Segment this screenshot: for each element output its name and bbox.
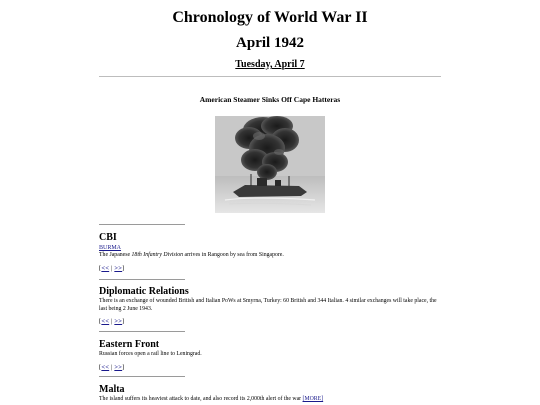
day-title: Tuesday, April 7 [235,59,305,70]
section-text: Russian forces open a rail line to Leningrad. [99,351,202,357]
nav-bracket: ] [122,264,125,272]
next-link[interactable]: >> [114,363,123,371]
nav-bracket: [ [99,264,102,272]
next-link[interactable]: >> [114,318,123,326]
nav-bracket: ] [122,318,125,326]
section-nav [99,317,444,326]
nav-bracket: [ [99,363,102,371]
text-part: The Japanese [99,252,132,258]
prev-link[interactable]: << [101,318,110,326]
section-subheading-link[interactable]: BURMA [99,245,122,251]
section-heading: CBI [99,232,117,243]
unit-name: 18th Infantry Division [131,252,184,258]
prev-link[interactable]: << [101,264,110,272]
more-link[interactable]: [MORE] [302,396,324,402]
nav-bracket: [ [99,318,102,326]
feature-photo [215,116,325,213]
section-divider [99,376,185,377]
feature-headline: American Steamer Sinks Off Cape Hatteras [199,95,341,104]
section-heading: Diplomatic Relations [99,286,189,297]
section-text [99,252,444,260]
top-divider [99,76,441,77]
text-part: The island suffers its heaviest attack to date, and also record its 2,000th alert of the war [99,396,303,402]
section-eastern-front [99,339,444,372]
nav-bracket: ] [122,363,125,371]
nav-separator: | [109,363,115,371]
section-divider [99,224,185,225]
section-nav [99,264,444,273]
section-heading: Eastern Front [99,339,160,350]
month-title: April 1942 [236,35,304,51]
section-diplomatic-relations [99,286,444,326]
section-text: There is an exchange of wounded British and Italian PoWs at Smyrna, Turkey: 60 British and 344 Italian. 4 similar exchanges will take place, the last being 2 June 1943. [99,298,437,312]
section-nav [99,363,444,372]
nav-separator: | [109,318,115,326]
sinking-ship-photo-image [215,116,325,213]
section-text [99,396,444,404]
prev-link[interactable]: << [101,363,110,371]
section-cbi [99,232,444,273]
page-title: Chronology of World War II [172,9,368,26]
text-part: arrives in Rangoon by sea from Singapore. [183,252,284,258]
section-divider [99,331,185,332]
section-divider [99,279,185,280]
next-link[interactable]: >> [114,264,123,272]
section-heading: Malta [99,384,125,395]
nav-separator: | [109,264,115,272]
section-malta [99,384,444,404]
